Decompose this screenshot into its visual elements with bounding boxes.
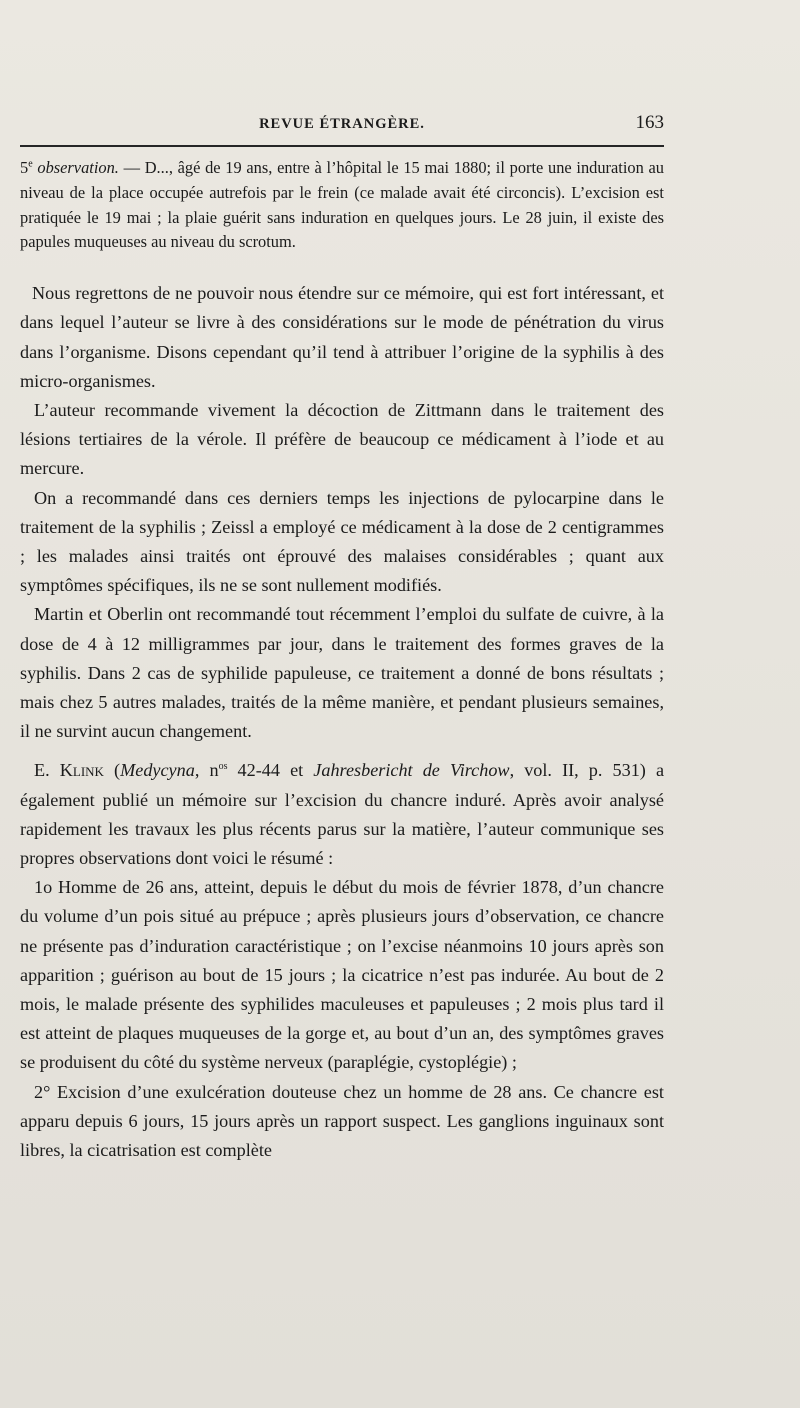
issue-numbers: 42-44 et xyxy=(227,760,314,781)
running-title: REVUE ÉTRANGÈRE. xyxy=(259,116,425,132)
observation-label: observation. xyxy=(37,158,119,177)
author-initial: E. xyxy=(34,760,50,781)
paragraph-sulfate-cuivre: Martin et Oberlin ont recommandé tout récemment l’emploi du sulfate de cuivre, à la dose de 4 à 12 milligrammes par jour, dans le traitement des formes graves de la syphilis. Dans 2 cas de syphilide papuleuse, ce traitement a donné de bons résultats ; mais chez 5 autres malades, traités de la même manière, et pendant plusieurs semaines, il ne survint aucun changement. xyxy=(20,604,664,742)
journal-medycyna: Medycyna xyxy=(120,760,195,781)
observation-ordinal: e xyxy=(28,158,33,170)
paragraph-pilocarpine: On a recommandé dans ces derniers temps les injections de pylocarpine dans le traitement de la syphilis ; Zeissl a employé ce médicament à la dose de 2 centigrammes ; les malades ainsi traités ont éprouvé des malaises considérables ; quant aux symptômes spécifiques, ils ne se sont nullement modifiés. xyxy=(20,487,664,596)
paragraph-memoir: Nous regrettons de ne pouvoir nous étendre sur ce mémoire, qui est fort intéressant, et dans lequel l’auteur se livre à des considérations sur le mode de pénétration du virus dans l’organisme. Disons cependant qu’il tend à attribuer l’origine de la syphilis à des micro-organismes. xyxy=(20,283,664,391)
page-number: 163 xyxy=(635,112,664,133)
header-rule xyxy=(20,145,664,147)
paragraph-klink: E. Klink (Medycyna, $n^{os}$ 42-44 et Jahresbericht de Virchow, vol. II, p. 531) a également publié un mémoire sur l’excision du chancre induré. Après avoir analysé rapidement les travaux les plus récents parus sur la matière, l’auteur communique ses propres observations dont voici le résumé : xyxy=(20,760,665,869)
journal-jahresbericht: Jahresbericht de Virchow xyxy=(313,760,510,781)
paragraph-case-2: 2° Excision d’une exulcération douteuse chez un homme de 28 ans. Ce chancre est apparu depuis 6 jours, 15 jours après un rapport suspect. Les ganglions inguinaux sont libres, la cicatrisation est complète xyxy=(20,1081,664,1161)
issue-ordinal: os xyxy=(218,761,228,773)
observation-number: 5 xyxy=(20,158,29,177)
footnote-observation xyxy=(20,156,664,255)
issue-label: , n xyxy=(194,760,219,781)
klink-text: , vol. II, p. 531) a également publié un mémoire sur l’excision du chancre induré. Après avoir analysé rapidement les travaux les plus récents parus sur la matière, l’auteur communique ses propres observations dont voici le résumé : xyxy=(20,760,665,869)
paragraph-case-1: 1o Homme de 26 ans, atteint, depuis le début du mois de février 1878, d’un chancre du volume d’un pois situé au prépuce ; après plusieurs jours d’observation, ce chancre ne présente pas d’induration caractéristique ; on l’excise néanmoins 10 jours après son apparition ; guérison au bout de 15 jours ; la cicatrice n’est pas indurée. Au bout de 2 mois, le malade présente des syphilides maculeuses et papuleuses ; 2 mois plus tard il est atteint de plaques muqueuses de la gorge et, au bout d’un an, des symptômes graves se produisent du côté du système nerveux (paraplégie, cystoplégie) ; xyxy=(20,877,664,1073)
page-header xyxy=(20,104,664,144)
observation-text: — D..., âgé de 19 ans, entre à l’hôpital le 15 mai 1880; il porte une induration au niveau de la place occupée autrefois par le frein (ce malade avait été circoncis). L’excision est pratiquée le 19 mai ; la plaie guérit sans induration en quelques jours. Le 28 juin, il existe des papules muqueuses au niveau du scrotum. xyxy=(20,158,664,252)
author-name: Klink xyxy=(59,760,104,781)
page-body xyxy=(20,156,664,1165)
paragraph-zittmann: L’auteur recommande vivement la décoction de Zittmann dans le traitement des lésions tertiaires de la vérole. Il préfère de beaucoup ce médicament à l’iode et au mercure. xyxy=(20,400,664,479)
